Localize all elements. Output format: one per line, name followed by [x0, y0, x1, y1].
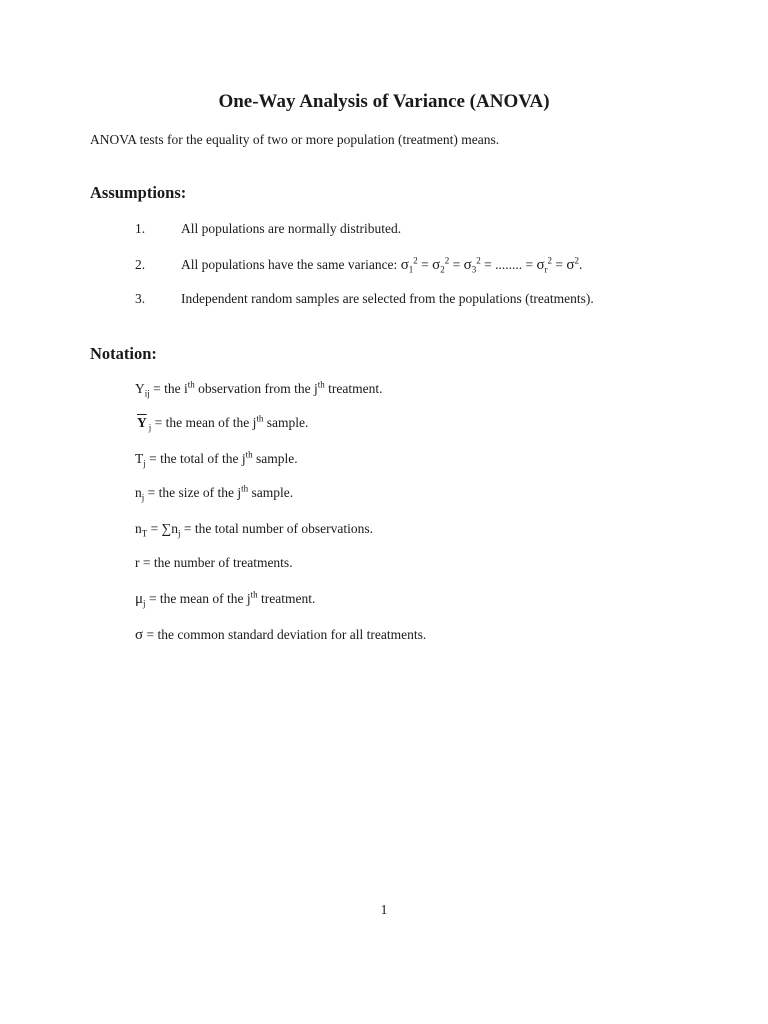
notation-r	[135, 554, 293, 572]
sigma-symbol: σ	[135, 627, 144, 643]
superscript: 2	[413, 255, 418, 266]
superscript: th	[250, 589, 258, 600]
assumption-item-3	[135, 290, 594, 308]
subscript: 1	[408, 264, 414, 275]
subscript: j	[143, 598, 146, 609]
symbol-base: n	[135, 521, 142, 536]
assumption-item-1	[135, 220, 401, 238]
notation-tj	[135, 450, 298, 468]
notation-heading: Notation:	[90, 344, 157, 363]
operator: =	[449, 257, 464, 272]
definition-text: treatment.	[257, 591, 316, 606]
notation-nt	[135, 520, 373, 538]
subscript: j	[178, 528, 181, 539]
notation-yij	[135, 380, 383, 398]
superscript: th	[187, 379, 195, 390]
subscript: 2	[440, 264, 445, 275]
assumption-item-2	[135, 256, 582, 274]
sigma-symbol: σ	[432, 257, 441, 273]
operator: .	[579, 257, 583, 272]
assumption-number: 1.	[135, 221, 146, 236]
superscript: th	[245, 449, 253, 460]
operator: =	[552, 257, 567, 272]
assumption-number: 3.	[135, 291, 146, 306]
definition-text: sample.	[263, 415, 309, 430]
page-number: 1	[380, 902, 388, 917]
operator: =	[417, 257, 433, 272]
superscript: 2	[444, 255, 450, 266]
assumption-text: All populations have the same variance:	[181, 257, 398, 272]
notation-mu	[135, 590, 315, 608]
definition-text: observation from the j	[194, 381, 318, 396]
notation-nj	[135, 484, 293, 502]
subscript: j	[143, 458, 146, 469]
subscript: r	[544, 264, 548, 275]
subscript: 3	[471, 264, 477, 275]
superscript: th	[256, 413, 264, 424]
assumption-number: 2.	[135, 257, 146, 272]
operator: = ........ =	[480, 257, 537, 272]
subscript: ij	[144, 388, 150, 399]
definition-text: sample.	[248, 485, 294, 500]
superscript: 2	[574, 255, 580, 266]
superscript: 2	[476, 255, 481, 266]
sigma-symbol: σ	[536, 257, 545, 273]
definition-text: = the size of the j	[144, 485, 242, 500]
assumption-text: All populations are normally distributed.	[181, 221, 402, 236]
symbol-base: Y	[135, 381, 145, 396]
definition-text: = ∑n	[147, 521, 178, 536]
variance-formula	[400, 255, 583, 275]
definition-text: = the total number of observations.	[180, 521, 373, 536]
symbol-base: T	[135, 451, 144, 466]
assumptions-heading: Assumptions:	[90, 183, 187, 202]
mu-symbol: μ	[135, 591, 144, 607]
definition-text: sample.	[252, 451, 298, 466]
definition-text: = the total of the j	[145, 451, 246, 466]
subscript: j	[148, 422, 152, 433]
notation-ybar	[135, 414, 308, 432]
definition-text: treatment.	[324, 381, 383, 396]
definition-text: = the common standard deviation for all treatments.	[143, 627, 427, 642]
subscript: j	[141, 492, 145, 503]
definition-text: r = the number of treatments.	[135, 555, 293, 570]
sigma-symbol: σ	[566, 257, 575, 273]
subscript: T	[141, 528, 148, 539]
superscript: 2	[547, 255, 553, 266]
superscript: th	[317, 379, 325, 390]
superscript: th	[241, 483, 249, 494]
definition-text: = the mean of the j	[151, 415, 257, 430]
notation-sigma	[135, 626, 426, 644]
sigma-symbol: σ	[463, 257, 472, 273]
sigma-symbol: σ	[400, 257, 409, 273]
symbol-base: n	[135, 485, 142, 500]
intro-paragraph: ANOVA tests for the equality of two or more population (treatment) means.	[90, 132, 500, 147]
definition-text: = the i	[149, 381, 188, 396]
definition-text: = the mean of the j	[145, 591, 251, 606]
page-title: One-Way Analysis of Variance (ANOVA)	[218, 91, 550, 112]
y-bar-symbol: $\overline{Y}$	[137, 415, 147, 430]
assumption-text: Independent random samples are selected from the populations (treatments).	[181, 291, 594, 306]
